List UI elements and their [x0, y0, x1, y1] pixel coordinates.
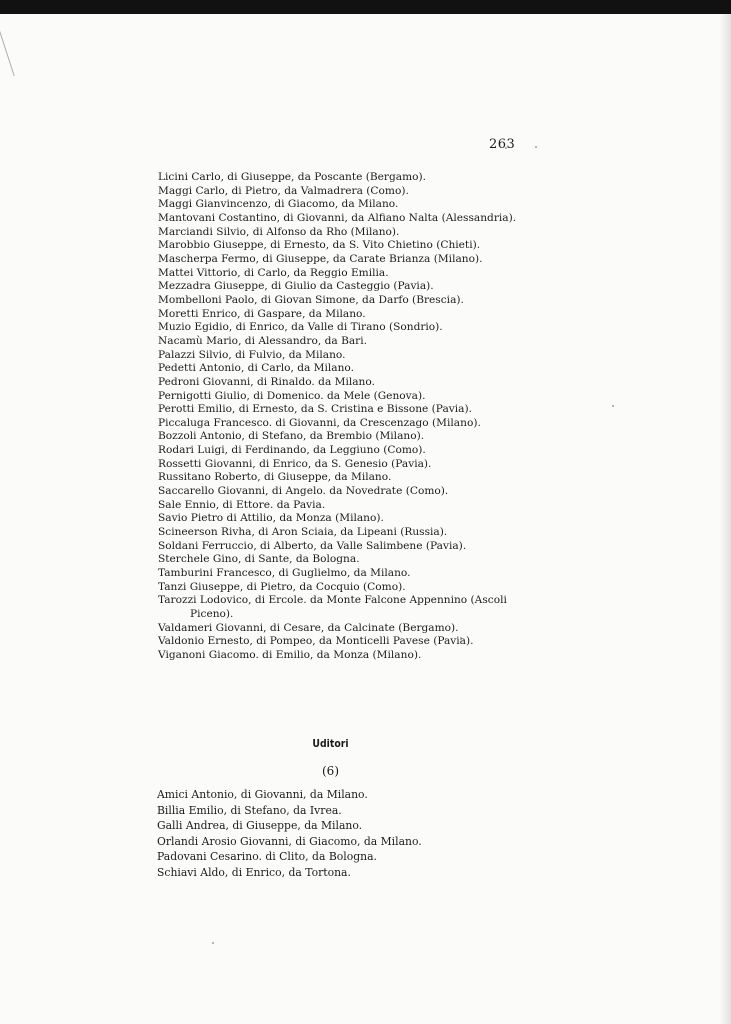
list-item: Rodari Luigi, di Ferdinando, da Leggiuno (Como).	[158, 444, 426, 457]
list-item: Mantovani Costantino, di Giovanni, da Alfiano Nalta (Alessandria).	[158, 211, 517, 224]
list-item: Galli Andrea, di Giuseppe, da Milano.	[157, 819, 363, 832]
list-item: Mezzadra Giuseppe, di Giulio da Casteggio (Pavia).	[158, 280, 434, 293]
list-item: Valdameri Giovanni, di Cesare, da Calcinate (Bergamo).	[158, 621, 459, 634]
list-item: Soldani Ferruccio, di Alberto, da Valle Salimbene (Pavia).	[158, 539, 467, 552]
list-item: Marciandi Silvio, di Alfonso da Rho (Milano).	[158, 225, 400, 238]
list-item: Bozzoli Antonio, di Stefano, da Brembio (Milano).	[158, 430, 425, 443]
list-item: Marobbio Giuseppe, di Ernesto, da S. Vito Chietino (Chieti).	[158, 239, 481, 252]
list-item: Tamburini Francesco, di Guglielmo, da Milano.	[158, 567, 411, 580]
list-item: Pedetti Antonio, di Carlo, da Milano.	[158, 362, 354, 375]
list-item: Schiavi Aldo, di Enrico, da Tortona.	[157, 865, 351, 879]
section-title: Uditori	[312, 737, 349, 750]
list-item: Palazzi Silvio, di Fulvio, da Milano.	[158, 348, 346, 361]
list-item: Mattei Vittorio, di Carlo, da Reggio Emilia.	[158, 266, 389, 279]
student-list	[158, 171, 518, 663]
list-item: Valdonio Ernesto, di Pompeo, da Monticelli Pavese (Pavia).	[158, 635, 474, 648]
list-item: Mascherpa Fermo, di Giuseppe, da Carate Brianza (Milano).	[158, 252, 483, 265]
list-item: Amici Antonio, di Giovanni, da Milano.	[157, 788, 368, 801]
list-item: Moretti Enrico, di Gaspare, da Milano.	[158, 307, 366, 320]
list-item: Muzio Egidio, di Enrico, da Valle di Tirano (Sondrio).	[158, 321, 443, 334]
list-item: Scineerson Rivha, di Aron Sciaia, da Lipeani (Russia).	[158, 526, 448, 539]
list-item: Sterchele Gino, di Sante, da Bologna.	[158, 553, 360, 566]
list-item: Maggi Carlo, di Pietro, da Valmadrera (Como).	[158, 184, 409, 197]
list-item: Tarozzi Lodovico, di Ercole. da Monte Falcone Appennino (Ascoli Piceno).	[158, 594, 507, 620]
list-item: Padovani Cesarino. di Clito, da Bologna.	[157, 850, 377, 863]
scan-speck	[212, 942, 214, 944]
page-number: 263	[489, 137, 516, 152]
list-item: Sale Ennio, di Ettore. da Pavia.	[158, 498, 326, 511]
list-item: Orlandi Arosio Giovanni, di Giacomo, da Milano.	[157, 834, 422, 848]
list-item: Savio Pietro di Attilio, da Monza (Milano).	[158, 512, 384, 525]
scan-speck	[612, 405, 614, 407]
list-item: Licini Carlo, di Giuseppe, da Poscante (Bergamo).	[158, 171, 427, 183]
scan-top-border	[0, 0, 731, 14]
list-item: Tanzi Giuseppe, di Pietro, da Cocquio (Como).	[158, 580, 406, 593]
list-item: Nacamù Mario, di Alessandro, da Bari.	[158, 334, 367, 347]
list-item: Maggi Gianvincenzo, di Giacomo, da Milano.	[158, 198, 399, 211]
list-item: Billia Emilio, di Stefano, da Ivrea.	[157, 803, 342, 817]
section-count: (6)	[322, 764, 339, 778]
auditor-list	[157, 787, 477, 880]
list-item: Perotti Emilio, di Ernesto, da S. Cristina e Bissone (Pavia).	[158, 403, 472, 416]
list-item: Russitano Roberto, di Giuseppe, da Milano.	[158, 471, 392, 484]
list-item: Pedroni Giovanni, di Rinaldo. da Milano.	[158, 375, 375, 388]
list-item: Viganoni Giacomo. di Emilio, da Monza (Milano).	[158, 648, 422, 661]
scan-speck	[535, 146, 537, 148]
list-item: Rossetti Giovanni, di Enrico, da S. Genesio (Pavia).	[158, 457, 432, 470]
list-item: Mombelloni Paolo, di Giovan Simone, da Darfo (Brescia).	[158, 293, 464, 306]
scan-right-edge-shadow	[719, 14, 731, 1024]
list-item: Piccaluga Francesco. di Giovanni, da Crescenzago (Milano).	[158, 416, 481, 429]
list-item: Pernigotti Giulio, di Domenico. da Mele (Genova).	[158, 389, 426, 402]
list-item: Saccarello Giovanni, di Angelo. da Novedrate (Como).	[158, 485, 449, 498]
scan-corner-mark	[0, 16, 49, 76]
